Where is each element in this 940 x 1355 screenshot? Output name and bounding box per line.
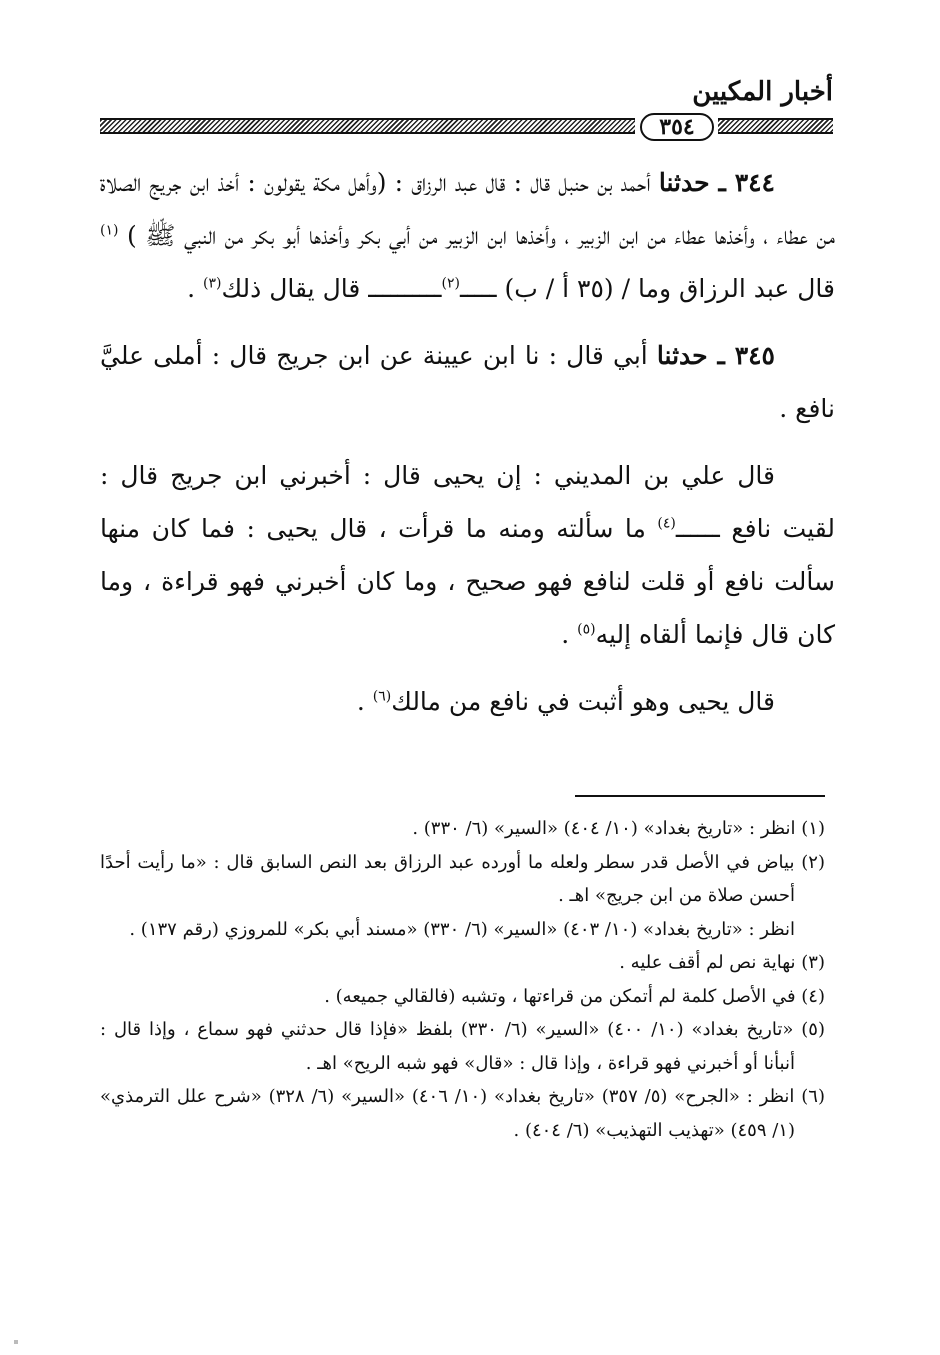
sentence-end: . <box>561 620 570 649</box>
scan-speck <box>14 1340 18 1344</box>
hadith-345 <box>100 329 835 435</box>
footnote-ref-4: (٤) <box>657 515 676 532</box>
footnotes <box>100 812 825 1147</box>
footnote-2: (٢) بياض في الأصل قدر سطر ولعله ما أورده عبد الرزاق بعد النص السابق قال : «ما رأيت أحدًا أحسن صلاة من ابن جريج» اهـ . <box>100 851 825 906</box>
sentence-end: . <box>356 687 365 716</box>
main-text <box>100 156 835 728</box>
header-rule-right <box>718 118 833 134</box>
hadith-text: ــــــــــ قال يقال ذلك <box>221 274 442 303</box>
hadith-344 <box>100 156 835 315</box>
running-title: أخبار المكيين <box>692 77 833 107</box>
hadith-text: أحمد بن حنبل قال : قال عبد الرزاق : (وأهل مكة يقولون : أخذ ابن جريج الصلاة من عطاء ، وأخذها عطاء من ابن الزبير ، وأخذها ابن الزبير من أبي بكر وأخذها أبو بكر من النبي ﷺ ) <box>100 168 835 250</box>
footnote-ref-3: (٣) <box>203 275 222 292</box>
sentence-end: . <box>187 274 196 303</box>
footnote-3: (٣) نهاية نص لم أقف عليه . <box>619 952 825 973</box>
paragraph-text: قال يحيى وهو أثبت في نافع من مالك <box>391 687 775 716</box>
hadith-number: ٣٤٤ ـ حدثنا <box>658 168 775 197</box>
footnote-separator <box>575 795 825 797</box>
footnote-ref-5: (٥) <box>577 621 596 638</box>
footnote-ref-2: (٢) <box>441 275 460 292</box>
footnote-ref-6: (٦) <box>372 688 392 705</box>
hadith-number: ٣٤٥ ـ حدثنا <box>656 341 775 370</box>
header-rule-left <box>100 118 635 134</box>
footnote-ref-1: (١) <box>100 222 119 239</box>
footnote-2-continuation: انظر : «تاريخ بغداد» (١٠/ ٤٠٣) «السير» (٦/ ٣٣٠) «مسند أبي بكر» للمروزي (رقم ١٣٧) . <box>129 918 795 940</box>
hadith-text: أبي قال : نا ابن عيينة عن ابن جريج قال : أملى عليَّ نافع . <box>100 341 835 423</box>
paragraph-yahya <box>100 675 835 728</box>
footnote-6: (٦) انظر : «الجرح» (٥/ ٣٥٧) «تاريخ بغداد» (١٠/ ٤٠٦) «السير» (٦/ ٣٢٨) «شرح علل الترمذي» (١/ ٤٥٩) «تهذيب التهذيب» (٦/ ٤٠٤) . <box>100 1086 825 1141</box>
paragraph-text: ما سألته ومنه ما قرأت ، قال يحيى : فما كان منها سألت نافع أو قلت لنافع فهو صحيح ، وما كان أخبرني فهو قراءة ، وما كان قال فإنما ألقاه إليه <box>100 514 835 649</box>
footnote-1: (١) انظر : «تاريخ بغداد» (١٠/ ٤٠٤) «السير» (٦/ ٣٣٠) . <box>412 818 825 839</box>
page-number: ٣٥٤ <box>640 113 714 141</box>
paragraph-text: قال علي بن المديني : إن يحيى قال : أخبرني ابن جريج قال : لقيت نافع ــــــ <box>100 461 835 543</box>
footnote-4: (٤) في الأصل كلمة لم أتمكن من قراءتها ، وتشبه (فالقالي جميعه) . <box>324 985 825 1007</box>
hadith-text: قال عبد الرزاق وما / (٣٥ أ / ب) ـــــ <box>459 274 835 303</box>
paragraph-ali-ibn-al-madini <box>100 449 835 661</box>
footnote-5: (٥) «تاريخ بغداد» (١٠/ ٤٠٠) «السير» (٦/ ٣٣٠) بلفظ «فإذا قال حدثني فهو سماع ، وإذا قال : أنبأنا أو أخبرني فهو قراءة ، وإذا قال : «قال» فهو شبه الريح» اهـ . <box>100 1019 825 1074</box>
